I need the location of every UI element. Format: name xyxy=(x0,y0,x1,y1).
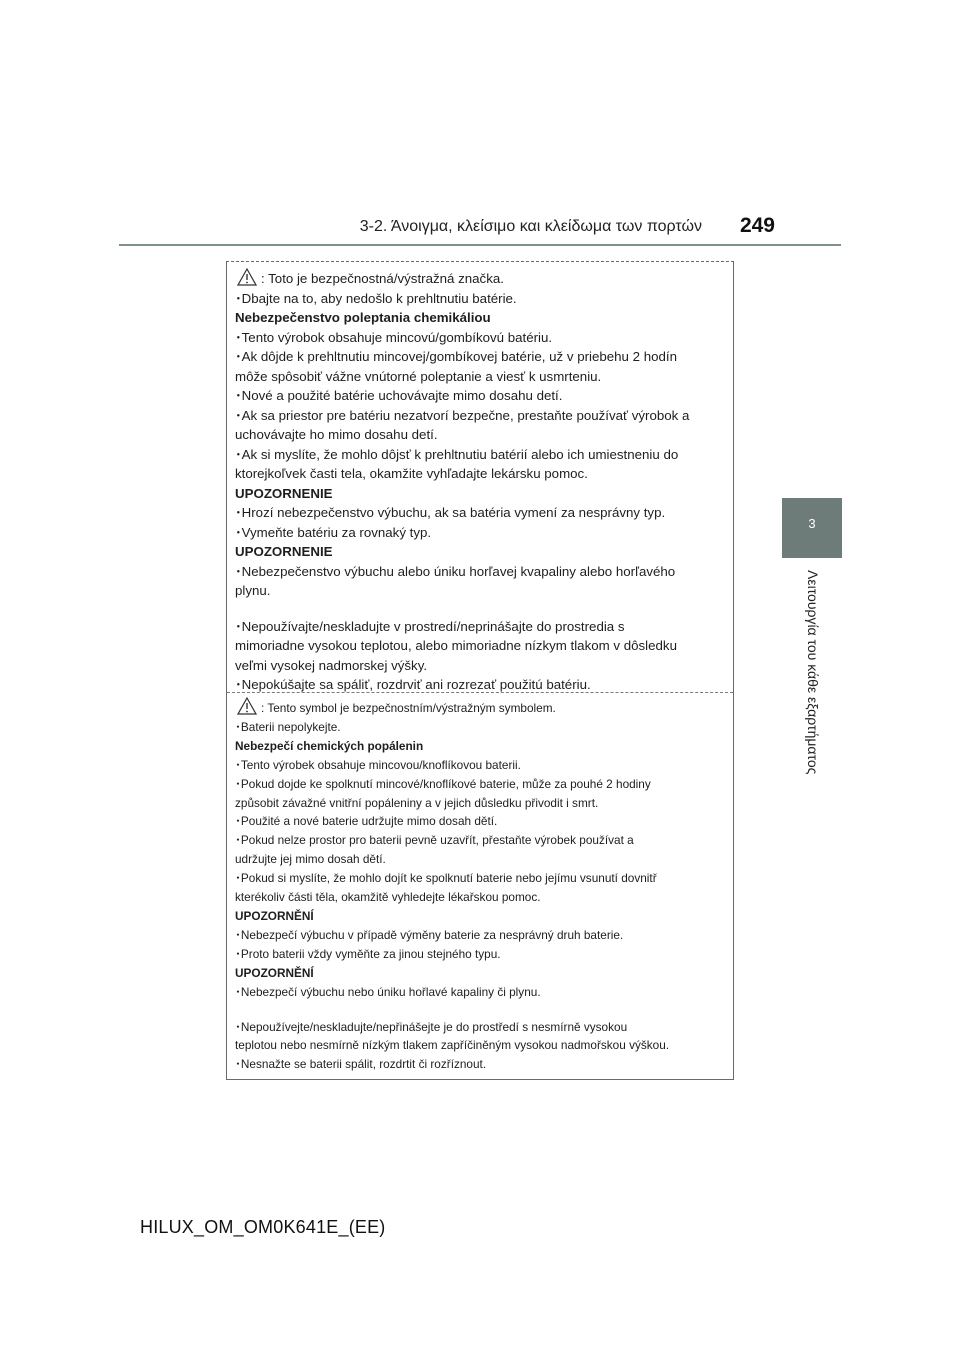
slovak-text-line xyxy=(235,289,725,309)
slovak-text-line xyxy=(235,523,725,543)
czech-line-text: ･Použité a nové baterie udržujte mimo dosah dětí. xyxy=(235,814,498,829)
slovak-warning-block xyxy=(235,268,725,695)
slovak-text-line xyxy=(235,328,725,348)
slovak-line-text: ･Ak sa priestor pre batériu nezatvorí bezpečne, prestaňte používať výrobok a xyxy=(235,407,690,423)
czech-text-line xyxy=(235,794,725,813)
slovak-line-text: UPOZORNENIE xyxy=(235,485,333,501)
czech-line-text: : Tento symbol je bezpečnostním/výstražným symbolem. xyxy=(261,701,556,715)
slovak-line-text: ･Ak si myslíte, že mohlo dôjsť k prehltnutiu batérií alebo ich umiestneniu do xyxy=(235,446,679,462)
slovak-text-line xyxy=(235,542,725,562)
czech-text-line xyxy=(235,983,725,1002)
czech-text-line xyxy=(235,1055,725,1074)
slovak-text-line xyxy=(235,347,725,367)
czech-text-line xyxy=(235,1036,725,1055)
czech-line-text: ･Tento výrobek obsahuje mincovou/knoflíkovou baterii. xyxy=(235,757,521,772)
slovak-text-line xyxy=(235,656,725,676)
czech-line-text: ･Proto baterii vždy vyměňte za jinou stejného typu. xyxy=(235,946,501,961)
slovak-line-text: : Toto je bezpečnostná/výstražná značka. xyxy=(261,271,504,286)
slovak-line-text: môže spôsobiť vážne vnútorné poleptanie a viesť k usmrteniu. xyxy=(235,368,602,384)
slovak-text-line xyxy=(235,617,725,637)
czech-text-line xyxy=(235,756,725,775)
slovak-line-text: veľmi vysokej nadmorskej výšky. xyxy=(235,657,428,673)
section-title: 3-2. Άνοιγμα, κλείσιμο και κλείδωμα των πορτών xyxy=(359,218,702,235)
slovak-line-text: ･Vymeňte batériu za rovnaký typ. xyxy=(235,524,432,540)
slovak-text-line xyxy=(235,636,725,656)
battery-warning-box xyxy=(226,261,734,1080)
language-divider xyxy=(227,692,733,693)
czech-line-text: způsobit závažné vnitřní popáleniny a v jejich důsledku přivodit i smrt. xyxy=(235,795,599,810)
slovak-text-line xyxy=(235,406,725,426)
slovak-line-text: mimoriadne vysokou teplotou, alebo mimoriadne nízkym tlakom v dôsledku xyxy=(235,638,677,653)
czech-line-text: UPOZORNĚNÍ xyxy=(235,908,314,923)
slovak-line-text: ･Hrozí nebezpečenstvo výbuchu, ak sa batéria vymení za nesprávny typ. xyxy=(235,505,666,520)
czech-text-line xyxy=(235,718,725,737)
chapter-number: 3 xyxy=(808,516,816,531)
slovak-line-text: ･Nové a použité batérie uchovávajte mimo dosahu detí. xyxy=(235,388,563,403)
czech-text-line xyxy=(235,1018,725,1037)
slovak-text-line xyxy=(235,268,725,289)
slovak-text-line xyxy=(235,445,725,465)
czech-text-line xyxy=(235,697,725,718)
slovak-line-text: ･Ak dôjde k prehltnutiu mincovej/gombíkovej batérie, už v priebehu 2 hodín xyxy=(235,349,678,364)
slovak-line-text: uchovávajte ho mimo dosahu detí. xyxy=(235,427,438,442)
czech-text-line xyxy=(235,964,725,983)
czech-line-text: ･Pokud dojde ke spolknutí mincové/knoflíkové baterie, může za pouhé 2 hodiny xyxy=(235,776,651,791)
slovak-text-line xyxy=(235,464,725,484)
czech-line-text: ･Baterii nepolykejte. xyxy=(235,719,341,734)
slovak-line-text: plynu. xyxy=(235,583,271,598)
slovak-line-text: UPOZORNENIE xyxy=(235,544,333,559)
paragraph-spacer xyxy=(235,601,725,617)
slovak-text-line xyxy=(235,484,725,504)
czech-line-text: kterékoliv části těla, okamžitě vyhledejte lékařskou pomoc. xyxy=(235,890,541,905)
slovak-line-text: ･Nepoužívajte/neskladujte v prostredí/neprinášajte do prostredia s xyxy=(235,618,625,634)
czech-text-line xyxy=(235,945,725,964)
czech-text-line xyxy=(235,775,725,794)
czech-text-line xyxy=(235,869,725,888)
czech-text-line xyxy=(235,737,725,756)
header-rule xyxy=(119,244,841,246)
slovak-text-line xyxy=(235,367,725,387)
chapter-label-text: Λειτουργία του κάθε εξαρτήματος xyxy=(805,570,821,775)
warning-triangle-icon xyxy=(237,268,257,286)
slovak-line-text: ktorejkoľvek časti tela, okamžite vyhľadajte lekársku pomoc. xyxy=(235,466,588,481)
slovak-line-text: ･Tento výrobok obsahuje mincovú/gombíkovú batériu. xyxy=(235,329,553,345)
czech-line-text: UPOZORNĚNÍ xyxy=(235,965,314,980)
czech-line-text: ･Pokud nelze prostor pro baterii pevně uzavřít, přestaňte výrobek používat a xyxy=(235,833,634,848)
document-code: HILUX_OM_OM0K641E_(EE) xyxy=(140,1217,386,1237)
slovak-text-line xyxy=(235,503,725,523)
czech-text-line xyxy=(235,850,725,869)
czech-text-line xyxy=(235,831,725,850)
czech-text-line xyxy=(235,812,725,831)
czech-line-text: ･Nebezpečí výbuchu nebo úniku hořlavé kapaliny či plynu. xyxy=(235,984,541,999)
slovak-text-line xyxy=(235,425,725,445)
slovak-text-line xyxy=(235,308,725,328)
page-number: 249 xyxy=(739,214,775,237)
slovak-text-line xyxy=(235,562,725,582)
warning-triangle-icon xyxy=(237,697,257,715)
czech-warning-block xyxy=(235,697,725,1074)
czech-text-line xyxy=(235,907,725,926)
paragraph-spacer xyxy=(235,1002,725,1018)
slovak-text-line xyxy=(235,386,725,406)
czech-line-text: udržujte jej mimo dosah dětí. xyxy=(235,852,386,867)
czech-text-line xyxy=(235,926,725,945)
czech-line-text: ･Nebezpečí výbuchu v případě výměny baterie za nesprávný druh baterie. xyxy=(235,927,624,942)
chapter-tab xyxy=(782,498,842,558)
czech-line-text: ･Nepoužívejte/neskladujte/nepřinášejte je do prostředí s nesmírně vysokou xyxy=(235,1019,628,1034)
czech-text-line xyxy=(235,888,725,907)
slovak-text-line xyxy=(235,581,725,601)
czech-line-text: teplotou nebo nesmírně nízkým tlakem zapříčiněným vysokou nadmořskou výškou. xyxy=(235,1038,670,1053)
slovak-line-text: ･Dbajte na to, aby nedošlo k prehltnutiu batérie. xyxy=(235,290,517,306)
czech-line-text: ･Nesnažte se baterii spálit, rozdrtit či rozříznout. xyxy=(235,1057,487,1072)
czech-line-text: Nebezpečí chemických popálenin xyxy=(235,738,424,753)
slovak-line-text: Nebezpečenstvo poleptania chemikáliou xyxy=(235,310,491,325)
slovak-line-text: ･Nebezpečenstvo výbuchu alebo úniku horľavej kvapaliny alebo horľavého xyxy=(235,563,676,579)
page-header xyxy=(0,0,960,260)
slovak-line-text: ･Nepokúšajte sa spáliť, rozdrviť ani rozrezať použitú batériu. xyxy=(235,677,591,692)
czech-line-text: ･Pokud si myslíte, že mohlo dojít ke spolknutí baterie nebo jejímu vsunutí dovnitř xyxy=(235,871,657,886)
